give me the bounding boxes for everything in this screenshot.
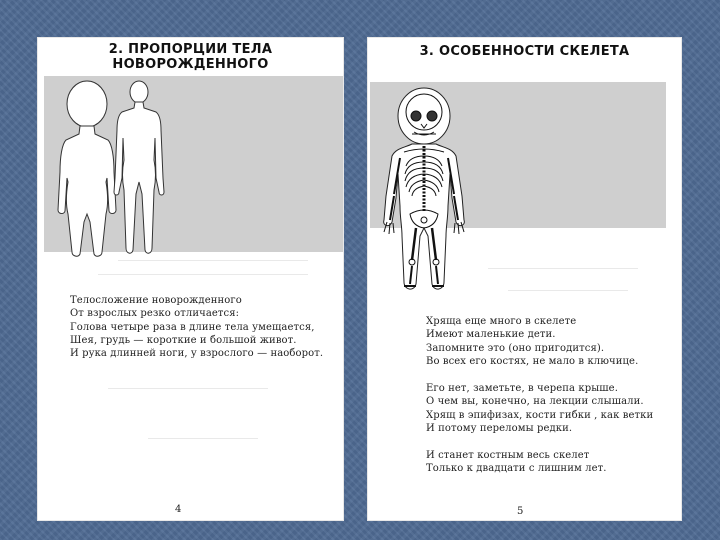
left-title-line-2: НОВОРОЖДЕННОГО — [112, 57, 269, 72]
faint-bleed-line — [118, 260, 308, 261]
faint-bleed-line — [108, 388, 268, 389]
poem-line: И станет костным весь скелет — [426, 450, 590, 461]
poem-line: О чем вы, конечно, на лекции слышали. — [426, 396, 644, 408]
faint-bleed-line — [488, 268, 638, 269]
right-poem-stanza-2 — [426, 382, 653, 435]
poem-line: Во всех его костях, не мало в ключице. — [426, 355, 639, 367]
poem-line: Голова четыре раза в длине тела умещается, — [70, 321, 315, 333]
right-page-number: 5 — [517, 506, 524, 517]
poem-line: Шея, грудь — короткие и большой живот. — [70, 334, 297, 346]
left-page-number: 4 — [175, 504, 182, 515]
left-title-line-1: 2. ПРОПОРЦИИ ТЕЛА — [108, 42, 273, 57]
poem-line: Запомните это (оно пригодится). — [426, 342, 605, 354]
poem-line: Его нет, заметьте, в черепа крыше. — [426, 383, 618, 394]
poem-line: Только к двадцати с лишним лет. — [426, 463, 607, 475]
poem-line: И рука длинней ноги, у взрослого — наоборот. — [70, 348, 324, 360]
left-poem — [70, 294, 323, 360]
poem-line: Хрящ в эпифизах, кости гибки , как ветки — [426, 409, 654, 421]
left-page — [38, 38, 343, 520]
infant-skeleton — [374, 86, 474, 306]
faint-bleed-line — [148, 438, 258, 439]
poem-line: От взрослых резко отличается: — [70, 308, 240, 320]
poem-line: Телосложение новорожденного — [70, 295, 242, 306]
adult-silhouette — [108, 82, 170, 262]
right-poem-stanza-1 — [426, 315, 638, 368]
left-page-title — [38, 42, 343, 72]
poem-line: Имеют маленькие дети. — [426, 329, 556, 341]
poem-line: И потому переломы редки. — [426, 422, 573, 434]
right-poem-stanza-3 — [426, 449, 607, 476]
right-page-title: 3. ОСОБЕННОСТИ СКЕЛЕТА — [419, 44, 630, 59]
faint-bleed-line — [508, 290, 628, 291]
faint-bleed-line — [98, 274, 308, 275]
right-page — [368, 38, 681, 520]
poem-line: Хряща еще много в скелете — [426, 316, 577, 327]
